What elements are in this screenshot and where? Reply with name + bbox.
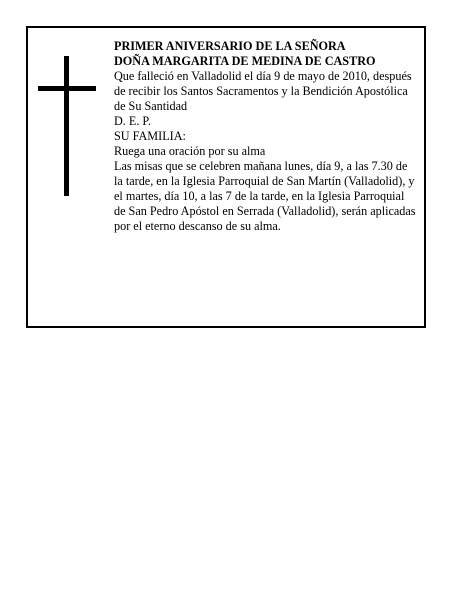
death-announcement: Que falleció en Valladolid el día 9 de mayo de 2010, después de recibir los Santos Sacramentos y la Bendición Apostólica de Su Santidad xyxy=(114,69,412,113)
obituary-text xyxy=(114,39,418,234)
notice-heading-line-2: DOÑA MARGARITA DE MEDINA DE CASTRO xyxy=(114,54,376,68)
cross-vertical-bar xyxy=(64,56,69,196)
family-label: SU FAMILIA: xyxy=(114,129,186,143)
prayer-request: Ruega una oración por su alma xyxy=(114,144,266,158)
notice-heading-line-1: PRIMER ANIVERSARIO DE LA SEÑORA xyxy=(114,39,346,53)
masses-announcement: Las misas que se celebren mañana lunes, día 9, a las 7.30 de la tarde, en la Iglesia Parroquial de San Martín (Valladolid), y el martes, día 10, a las 7 de la tarde, en la Iglesia Parroquial de San Pedro Apóstol en Serrada (Valladolid), serán aplicadas por el eterno descanso de su alma. xyxy=(114,159,416,233)
dep-line: D. E. P. xyxy=(114,114,151,128)
cross-horizontal-bar xyxy=(38,86,96,91)
